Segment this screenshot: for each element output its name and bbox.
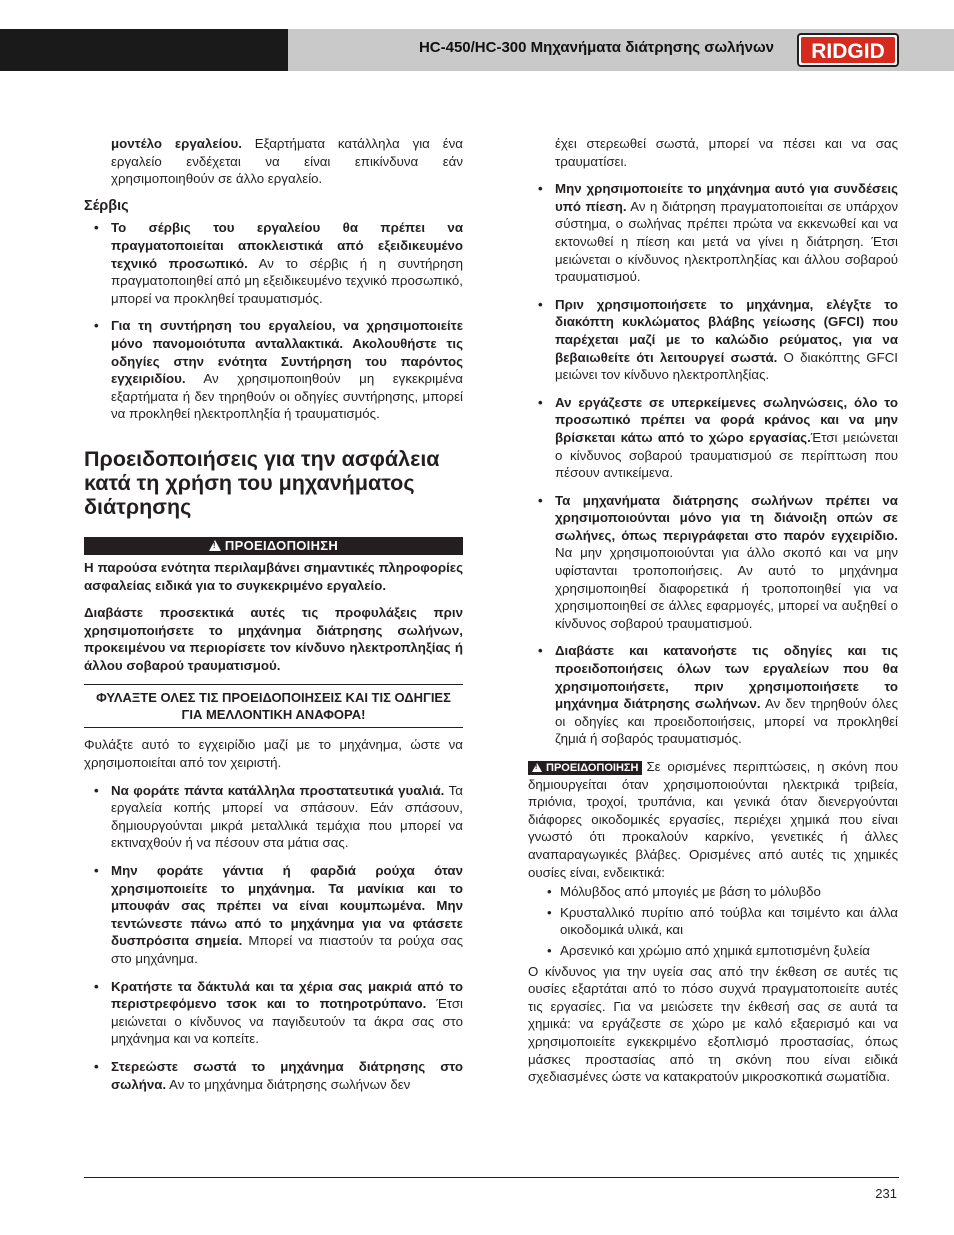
health-risk-paragraph: Ο κίνδυνος για την υγεία σας από την έκθεση σε αυτές τις ουσίες εξαρτάται από το πόσο συχνά πραγματοποιείτε αυτές τις εργασίες. Για να μειώσετε την έκθεσή σας σε αυτά τα χημικά: να εργάζεστε σε χώρο με καλό εξαερισμό και να χρησιμοποιείτε εγκεκριμένο εξοπλισμό προστασίας, όπως μάσκες προστασίας από τη σκόνη που είναι ειδικά σχεδιασμένες ώστε να κατακρατούν μικροσκοπικά σωματίδια.: [528, 963, 898, 1085]
continued-paragraph: έχει στερεωθεί σωστά, μπορεί να πέσει και να σας τραυματίσει.: [555, 136, 898, 169]
list-item: • Διαβάστε και κατανοήστε τις οδηγίες και τις προειδοποιήσεις όλων των εργαλείων που θα χρησιμοποιήσετε, πριν χρησιμοποιήσετε το μηχάνημα διάτρησης σωλήνων. Αν δεν τηρηθούν όλες οι οδηγίες και προειδοποιήσεις, μπορεί να προκληθεί ζημιά ή σοβαρός τραυματισμός.: [528, 642, 898, 748]
list-item: • Να φοράτε πάντα κατάλληλα προστατευτικά γυαλιά. Τα εργαλεία κοπής μπορεί να σπάσουν. Εάν σπάσουν, δημιουργούνται μικρά μεταλλικά τεμάχια που μπορεί να εκτιναχθούν ή να πέσουν στα μάτια σας.: [84, 782, 463, 852]
section-title: Προειδοποιήσεις για την ασφάλεια κατά τη χρήση του μηχανήματος διάτρησης: [84, 446, 440, 519]
list-item: • Στερεώστε σωστά το μηχάνημα διάτρησης στο σωλήνα. Αν το μηχάνημα διάτρησης σωλήνων δεν: [84, 1058, 463, 1093]
warning-triangle-icon: [209, 540, 221, 551]
service-list: [84, 219, 463, 423]
logo-text: RIDGID: [811, 40, 885, 63]
save-instructions-box: ΦΥΛΑΞΤΕ ΟΛΕΣ ΤΙΣ ΠΡΟΕΙΔΟΠΟΙΗΣΕΙΣ ΚΑΙ ΤΙΣ ΟΔΗΓΙΕΣ ΓΙΑ ΜΕΛΛΟΝΤΙΚΗ ΑΝΑΦΟΡΑ!: [84, 684, 463, 728]
header-title: HC-450/HC-300 Μηχανήματα διάτρησης σωλήνων: [418, 39, 774, 56]
chemicals-list: [528, 883, 898, 959]
list-item: • Μόλυβδος από μπογιές με βάση το μόλυβδο: [528, 883, 898, 901]
paragraph-model: μοντέλο εργαλείου. Εξαρτήματα κατάλληλα για ένα εργαλείο ενδέχεται να είναι επικίνδυνα εάν χρησιμοποιηθούν σε άλλο εργαλείο.: [111, 136, 463, 187]
list-item: • Μην φοράτε γάντια ή φαρδιά ρούχα όταν χρησιμοποιείτε το μηχάνημα. Τα μανίκια και το μπουφάν σας πρέπει να είναι κουμπωμένα. Μην τεντώνεστε πάνω από το μηχάνημα για να φτάσετε δυσπρόσιτα σημεία. Μπορεί να πιαστούν τα ρούχα σας στο μηχάνημα.: [84, 862, 463, 968]
list-item: • Το σέρβις του εργαλείου θα πρέπει να πραγματοποιείται αποκλειστικά από εξειδικευμένο τεχνικό προσωπικό. Αν το σέρβις ή η συντήρηση πραγματοποιηθεί από μη εξειδικευμένο τεχνικό προσωπικό, μπορεί να προκληθεί τραυματισμός.: [84, 219, 463, 307]
inline-warning-label: !ΠΡΟΕΙΔΟΠΟΙΗΣΗ: [528, 761, 642, 775]
warning-paragraph: Η παρούσα ενότητα περιλαμβάνει σημαντικές πληροφορίες ασφαλείας ειδικά για το συγκεκριμένο εργαλείο.: [84, 559, 463, 593]
keep-manual-paragraph: Φυλάξτε αυτό το εγχειρίδιο μαζί με το μηχάνημα, ώστε να χρησιμοποιείται από τον χειριστή.: [84, 737, 463, 771]
list-item: • Πριν χρησιμοποιήσετε το μηχάνημα, ελέγξτε το διακόπτη κυκλώματος βλάβης γείωσης (GFCI) που παρέχεται μαζί με το καλώδιο ρεύματος, για να βεβαιωθείτε ότι λειτουργεί σωστά. Ο διακόπτης GFCI μειώνει τον κίνδυνο ηλεκτροπληξίας.: [528, 296, 898, 384]
list-item: • Αρσενικό και χρώμιο από χημικά εμποτισμένη ξυλεία: [528, 942, 898, 960]
warning-banner: !ΠΡΟΕΙΔΟΠΟΙΗΣΗ: [84, 537, 463, 555]
warning-triangle-icon: [532, 763, 542, 772]
service-heading: Σέρβις: [84, 197, 129, 214]
list-item: • Αν εργάζεστε σε υπερκείμενες σωληνώσεις, όλο το προσωπικό πρέπει να φορά κράνος και να μην βρίσκεται κάτω από το χώρο εργασίας.Έτσι μειώνεται ο κίνδυνος σοβαρού τραυματισμού σε περίπτωση που πέσουν αντικείμενα.: [528, 394, 898, 482]
right-column: [528, 135, 898, 1096]
footer-rule: [84, 1177, 899, 1178]
safety-list: [84, 782, 463, 1094]
warning-paragraph: Διαβάστε προσεκτικά αυτές τις προφυλάξεις πριν χρησιμοποιήσετε το μηχάνημα διάτρησης σωλήνων, προκειμένου να περιορίσετε τον κίνδυνο ηλεκτροπληξίας ή άλλου σοβαρού τραυματισμού.: [84, 605, 463, 673]
left-column: [84, 135, 463, 1103]
header-black-bar: [0, 29, 288, 71]
list-item: • Κρατήστε τα δάκτυλά και τα χέρια σας μακριά από το περιστρεφόμενο τσοκ και το ποτηροτρύπανο. Έτσι μειώνεται ο κίνδυνος να παγιδευτούν τα άκρα σας στο μηχάνημα και να κοπείτε.: [84, 978, 463, 1048]
dust-warning-paragraph: !ΠΡΟΕΙΔΟΠΟΙΗΣΗ Σε ορισμένες περιπτώσεις, η σκόνη που δημιουργείται όταν χρησιμοποιούνται ηλεκτρικά τριβεία, πριόνια, τροχοί, τρυπάνια, και γενικά όταν διενεργούνται διάφορες οικοδομικές εργασίες, περιέχει χημικά που είναι γνωστό ότι προκαλούν καρκίνο, γενετικές ή άλλες αναπαραγωγικές βλάβες. Ορισμένες από αυτές τις χημικές ουσίες είναι, ενδεικτικά:: [528, 758, 898, 881]
list-item: • Κρυσταλλικό πυρίτιο από τούβλα και τσιμέντο και άλλα οικοδομικά υλικά, και: [528, 904, 898, 939]
list-item: • Για τη συντήρηση του εργαλείου, να χρησιμοποιείτε μόνο πανομοιότυπα ανταλλακτικά. Ακολουθήστε τις οδηγίες στην ενότητα Συντήρηση του παρόντος εγχειριδίου. Αν χρησιμοποιηθούν μη εγκεκριμένα εξαρτήματα ή δεν τηρηθούν οι οδηγίες συντήρησης, μπορεί να προκληθεί ηλεκτροπληξία ή τραυματισμός.: [84, 317, 463, 423]
list-item: • Τα μηχανήματα διάτρησης σωλήνων πρέπει να χρησιμοποιούνται μόνο για τη διάνοιξη οπών σε σωλήνες, όπως περιγράφεται στο παρόν εγχειρίδιο. Να μην χρησιμοποιούνται για άλλο σκοπό και να μην υφίστανται τροποποιήσεις. Αν αυτό το μηχάνημα χρησιμοποιηθεί διαφορετικά ή τροποποιηθεί για να χρησιμοποιηθεί σε άλλες εφαρμογές, μπορεί να αυξηθεί ο κίνδυνος σοβαρού τραυματισμού.: [528, 492, 898, 633]
ridgid-logo: [797, 33, 899, 67]
page-number: 231: [875, 1186, 897, 1201]
list-item: • Μην χρησιμοποιείτε το μηχάνημα αυτό για συνδέσεις υπό πίεση. Αν η διάτρηση πραγματοποιείται σε υπάρχον σύστημα, ο σωλήνας πρέπει πρώτα να εκκενωθεί και να εκτονωθεί η πίεση και μετά να γίνει η διάτρηση. Έτσι μειώνεται ο κίνδυνος ηλεκτροπληξίας και άλλου σοβαρού τραυματισμού.: [528, 180, 898, 286]
safety-list: [528, 180, 898, 748]
